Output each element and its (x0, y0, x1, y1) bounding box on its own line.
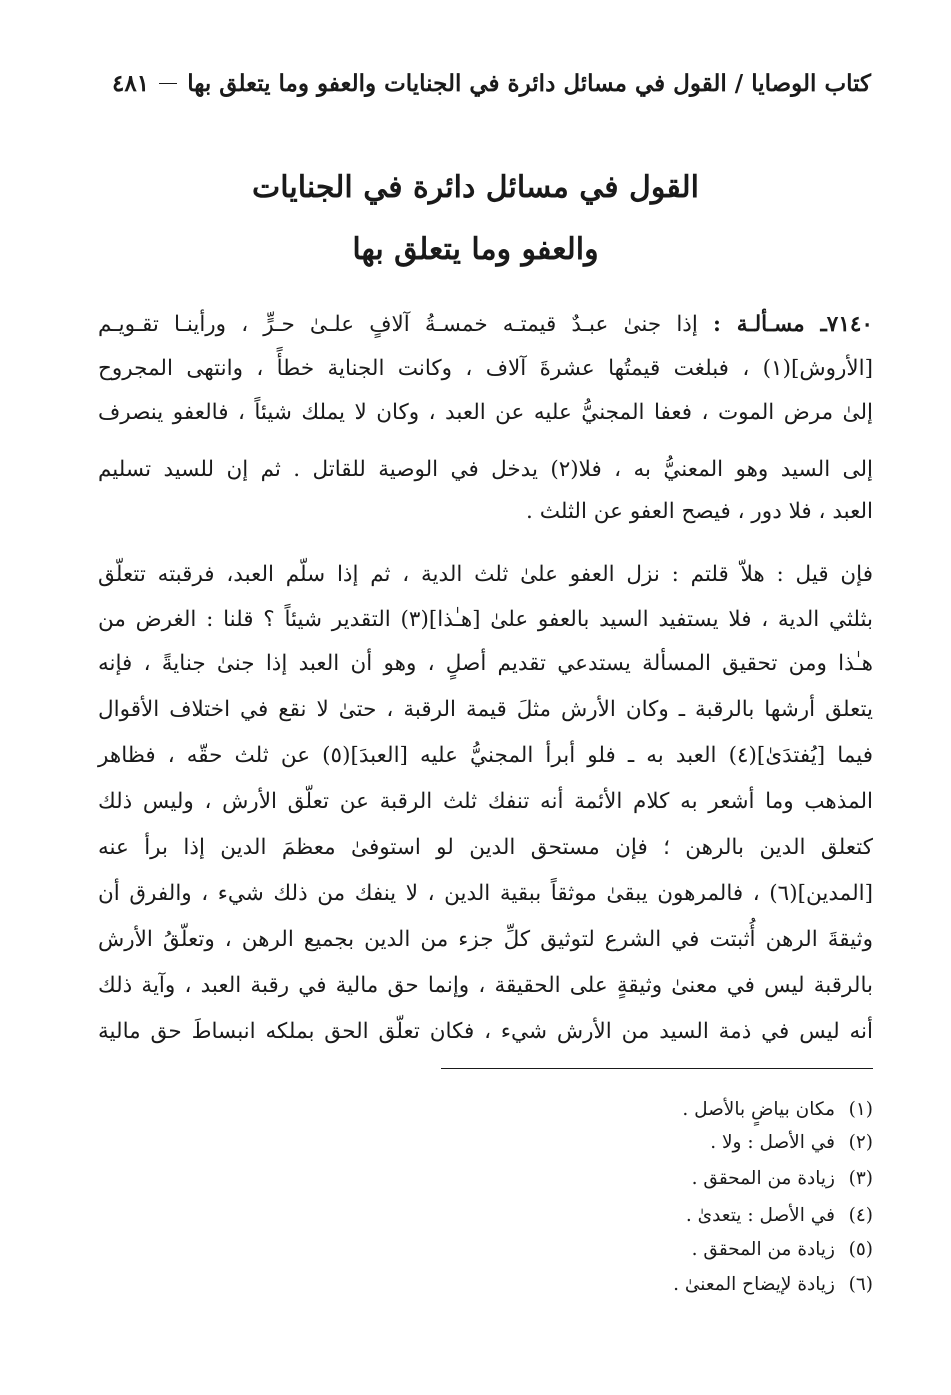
argument-line-5: فيما [يُفتدَىٰ](٤) العبد به ـ فلو أبرأ المجنيُّ عليه [العبدَ](٥) عن ثلث حقّه ، فظاهر (98, 743, 874, 768)
footnote-text: زيادة لإيضاح المعنىٰ . (673, 1274, 835, 1295)
footnote-text: في الأصل : ولا . (710, 1132, 835, 1153)
footnote-number: (١) (848, 1099, 873, 1120)
argument-line-9: وثيقةَ الرهن أُثبتت في الشرع لتوثيق كلِّ جزء من الدين بجميع الرهن ، وتعلّقُ الأرش (98, 927, 873, 952)
chapter-title-line-1: القول في مسائل دائرة في الجنايات (252, 170, 699, 205)
chapter-title-line-2: والعفو وما يتعلق بها (352, 232, 599, 267)
footnote-6 (673, 1271, 873, 1299)
footnote-text: مكان بياضٍ بالأصل . (682, 1099, 835, 1120)
argument-line-6: المذهب وما أشعر به كلام الأئمة أنه تنفك ثلث الرقبة عن تعلّق الأرش ، وليس ذلك (98, 789, 873, 814)
footnote-number: (٦) (848, 1274, 873, 1295)
footnote-4 (686, 1202, 873, 1230)
issue-line-5: العبد ، فلا دور ، فيصح العفو عن الثلث . (526, 499, 873, 524)
footnote-2 (710, 1129, 873, 1157)
issue-label: ٧١٤٠ـ مسـألـة : (713, 312, 873, 337)
page-number: ٤٨١ (112, 70, 150, 97)
running-header-title: كتاب الوصايا / القول في مسائل دائرة في الجنايات والعفو وما يتعلق بها (187, 70, 871, 97)
issue-line-4: إلى السيد وهو المعنيُّ به ، فلا(٢) يدخل في الوصية للقاتل . ثم إن للسيد تسليم (98, 457, 873, 482)
footnote-3 (692, 1165, 873, 1193)
footnote-5 (692, 1236, 873, 1264)
footnote-text: في الأصل : يتعدىٰ . (685, 1205, 835, 1226)
running-header (112, 70, 871, 97)
issue-line-2: [الأروش](١) ، فبلغت قيمتُها عشرةَ آلاف ، وكانت الجناية خطأً ، وانتهى المجروح (98, 356, 873, 381)
argument-line-8: [المدين](٦) ، فالمرهون يبقىٰ موثقاً ببقية الدين ، لا ينفك من ذلك شيء ، والفرق أن (98, 881, 873, 906)
issue-line-1-text: إذا جنىٰ عبـدٌ قيمتـه خمسـةُ آلافٍ علـىٰ حـرٍّ ، ورأينـا تقـويـم (98, 312, 698, 337)
footnote-text: زيادة من المحقق . (691, 1239, 835, 1260)
argument-line-11: أنه ليس في ذمة السيد من الأرش شيء ، فكان تعلّق الحق بملكه انبساطَ حق مالية (98, 1019, 873, 1044)
argument-line-10: بالرقبة ليس في معنىٰ وثيقةٍ على الحقيقة ، وإنما حق مالية في رقبة العبد ، وآية ذلك (98, 973, 873, 998)
argument-line-1: فإن قيل : هلاّ قلتم : نزل العفو علىٰ ثلث الدية ، ثم إذا سلّم العبد، فرقبته تتعلّق (98, 562, 873, 587)
footnote-number: (٥) (848, 1239, 873, 1260)
argument-line-7: كتعلق الدين بالرهن ؛ فإن مستحق الدين لو استوفىٰ معظمَ الدين إذا برأ عنه (98, 835, 873, 860)
footnote-separator (441, 1068, 873, 1069)
argument-line-3: هـٰذا ومن تحقيق المسألة يستدعي تقديم أصلٍ ، وهو أن العبد إذا جنىٰ جنايةً ، فإنه (98, 651, 873, 676)
running-header-rule (159, 83, 177, 84)
footnote-text: زيادة من المحقق . (691, 1168, 835, 1189)
footnote-number: (٢) (848, 1132, 873, 1153)
footnote-number: (٣) (848, 1168, 873, 1189)
issue-line-1 (98, 306, 873, 344)
issue-line-3: إلىٰ مرض الموت ، فعفا المجنيُّ عليه عن العبد ، وكان لا يملك شيئاً ، فالعفو ينصرف (98, 400, 873, 425)
footnote-number: (٤) (848, 1205, 873, 1226)
argument-line-4: يتعلق أرشها بالرقبة ـ وكان الأرش مثلَ قيمة الرقبة ، حتىٰ لا نقع في اختلاف الأقوال (98, 697, 873, 722)
footnote-1 (682, 1096, 873, 1124)
argument-line-2: بثلثي الدية ، فلا يستفيد السيد بالعفو علىٰ [هـٰذا](٣) التقدير شيئاً ؟ قلنا : الغرض من (98, 607, 873, 632)
